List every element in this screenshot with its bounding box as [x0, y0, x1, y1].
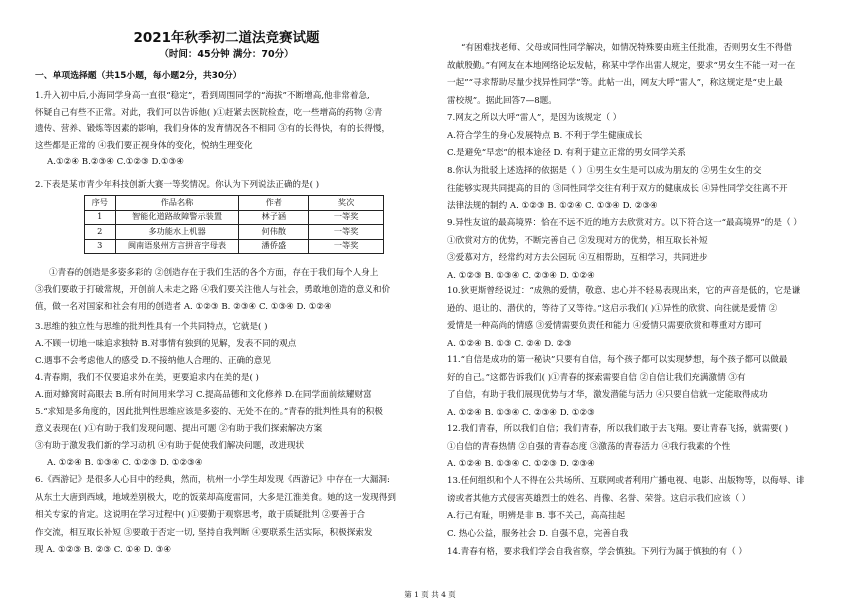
- table-row: [85, 210, 384, 225]
- question-line: 雷校规”。据此回答7—8题。: [447, 95, 557, 106]
- question-line: ①自信的青春热情 ②自强的青春态度 ③激荡的青春活力 ④我行我素的个性: [447, 441, 731, 452]
- question-line: 2.下表是某市青少年科技创新大赛一等奖情况。你认为下列说法正确的是( ): [35, 180, 320, 190]
- table-header: 作者: [239, 196, 309, 211]
- question-2-options: [35, 265, 418, 316]
- question-line: 4.青春期，我们不仅要追求外在美，更要追求内在美的是( ): [35, 373, 259, 383]
- question-line: A. ①②④ B. ①③ C. ②④ D. ②③: [447, 338, 572, 349]
- question-line: 14.青春有格，要求我们学会自我省察，学会慎独。下列行为属于慎独的有（ ）: [447, 547, 747, 557]
- table-cell: 一等奖: [309, 239, 384, 254]
- question-line: 这些都是正常的 ④我们要正视身体的变化，悦纳生理变化: [35, 140, 253, 151]
- question-line: C.遇事不会考虑他人的感受 D.不接纳他人合理的、正确的意见: [35, 356, 271, 366]
- question-line: 了自信，有助于我们展现优势与才华，激发潜能与活力 ④只要自信就一定能取得成功: [447, 390, 768, 400]
- table-header-row: [85, 196, 384, 211]
- question-line: A. ①②④ B. ①③④ C. ②③④ D. ①②③: [447, 407, 595, 418]
- answer-options: A. ①②④ B. ①③④ C. ①②③ D. ①②③④: [47, 458, 203, 468]
- question-line: A.面对蜂窝时高眼去 B.所有时间用来学习 C.提高品德和文化修养 D.在同学面前炫耀财富: [35, 390, 372, 400]
- section-heading: 一、单项选择题（共15小题，每小题2分，共30分）: [35, 71, 242, 81]
- question-line: 作交流，相互取长补短 ③要敢于否定一切, 坚持自我判断 ④要联系生活实际，积极探索发: [35, 527, 373, 538]
- question-line: ①欣赏对方的优势，不断完善自己 ②发现对方的优势，相互取长补短: [447, 235, 708, 246]
- question-5: [35, 404, 418, 472]
- question-7: [447, 110, 839, 163]
- question-line: 一起”“寻求帮助尽量少找异性同学”等。此帖一出，网友大呼“雷人”，称这规定是“史上最: [447, 78, 783, 88]
- question-line: 8.你认为批驳上述选择的依据是（ ）①男生女生是可以成为朋友的 ②男生女生的交: [447, 166, 762, 176]
- question-line: 意义表现在( )①有助于我们发现问题、提出可题 ②有助于我们探索解决方案: [35, 424, 323, 434]
- question-line: 从东土大唐到西域，地域差别极大，吃的饭菜却高度雷同，大多是江淮美食。她的这一发现得到: [35, 492, 396, 503]
- table-cell: 多功能水上机器: [115, 225, 239, 240]
- question-line: 遗传、营养、锻炼等因素的影响，我们身体的发育情况各不相同 ③有的长得快，有的长得慢，: [35, 124, 391, 134]
- question-line: A. ①②④ B. ①③④ C. ①②③ D. ②③④: [447, 459, 595, 469]
- table-header: 序号: [85, 196, 116, 211]
- question-line: 相关专家的肯定。这说明在学习过程中( )①要勤于观察思考，敢于质疑批判 ②要善于合: [35, 510, 366, 520]
- table-cell: 一等奖: [309, 225, 384, 240]
- question-line: 9.异性友谊的最高境界：恰在不远不近的地方去欣赏对方。以下符合这一“最高境界”的是（ ）: [447, 218, 802, 228]
- question-1: [35, 88, 418, 171]
- question-line: 爱情是一种高尚的情感 ③爱情需要负责任和能力 ④爱情只需要欣赏和尊重对方即可: [447, 321, 762, 331]
- question-8: [447, 163, 839, 216]
- table-cell: 2: [85, 225, 116, 240]
- question-4: [35, 370, 418, 404]
- question-line: 逊的、退让的、潜伏的，等待了又等待。”这启示我们( )①异性的欣赏、向往就是爱情 ②: [447, 303, 778, 314]
- question-line: A.符合学生的身心发展特点 B. 不利于学生健康成长: [447, 130, 643, 141]
- table-header: 奖次: [309, 196, 384, 211]
- table-cell: 3: [85, 239, 116, 254]
- question-line: 13.任何组织和个人不得在公共场所、互联网或者利用广播电视、电影、出版物等，以侮辱、诽: [447, 476, 805, 486]
- question-line: ③我们要敢于打破常规，开创前人未走之路 ④我们要关注他人与社会，勇敢地创造的意义和价: [35, 285, 391, 295]
- question-13: [447, 473, 839, 543]
- question-line: ③爱慕对方，经常约对方去公园玩 ④互相帮助，互相学习，共同进步: [447, 253, 708, 263]
- awards-table: [84, 195, 384, 254]
- question-7-8-intro: [447, 40, 839, 110]
- question-9: [447, 215, 839, 285]
- table-row: [85, 225, 384, 240]
- table-cell: 何伟散: [239, 225, 309, 240]
- table-cell: 1: [85, 210, 116, 225]
- question-line: A.不顾一切地一味追求独特 B.对事情有独到的见解，发表不同的观点: [35, 339, 297, 349]
- question-line: 11.“自信是成功的第一秘诀”只要有自信，每个孩子都可以实现梦想，每个孩子都可以做最: [447, 355, 788, 365]
- question-11: [447, 352, 839, 422]
- question-10: [447, 283, 839, 353]
- page-footer: 第 1 页 共 4 页: [404, 590, 456, 599]
- question-line: 1.升入初中后,小海同学身高一直很“稳定”，看到周围同学的“海拔”不断增高,他非常着急,: [35, 91, 370, 101]
- exam-subtitle: （时间：45分钟 满分：70分）: [159, 49, 294, 60]
- question-line: 法律法规的制约 A. ①②③ B. ①②④ C. ①③④ D. ②③④: [447, 201, 658, 211]
- table-cell: 林子涵: [239, 210, 309, 225]
- question-line: 往能够实现共同提高的目的 ③同性同学交往有利于双方的健康成长 ④异性同学交往离不开: [447, 183, 788, 194]
- question-line: 好的自己。”这都告诉我们( )①青春的探索需要自信 ②自信让我们充满激情 ③有: [447, 372, 746, 383]
- question-line: 现 A. ①②③ B. ②③ C. ①④ D. ③④: [35, 545, 172, 555]
- question-line: A.行己有耻，明辨是非 B. 事不关己，高高挂起: [447, 511, 626, 521]
- table-cell: 闽南语泉州方言拼音字母表: [115, 239, 239, 254]
- exam-title: 2021年秋季初二道法竞赛试题: [133, 30, 320, 46]
- question-line: 值，做一名对国家和社会有用的创造者 A. ①②③ B. ②③④ C. ①③④ D. ①②④: [35, 302, 332, 312]
- question-line: ③有助于激发我们新的学习动机 ④有助于促使我们解决问题，改进现状: [35, 441, 305, 451]
- question-line: “有困难找老师、父母或同性同学解决，如情况特殊要由班主任批准，否则男女生不得借: [461, 43, 792, 53]
- table-header: 作品名称: [115, 196, 239, 211]
- question-line: C.是避免“早恋”的根本途径 D. 有利于建立正常的男女同学关系: [447, 148, 686, 158]
- question-line: 怀疑自己有些不正常。对此，我们可以告诉他( )①赶紧去医院检查，吃一些增高的药物 ②青: [35, 107, 383, 118]
- question-line: 7.网友之所以大呼“雷人”，是因为该规定（ ）: [447, 113, 622, 123]
- table-cell: 潘侨盛: [239, 239, 309, 254]
- question-3: [35, 319, 418, 370]
- question-line: 5.“求知是多角度的，因此批判性思维应该是多姿的、无处不在的。”青春的批判性具有的积极: [35, 407, 383, 417]
- answer-options: A.①②④ B.②③④ C.①②③ D.①③④: [47, 157, 184, 167]
- question-line: ①青春的创造是多姿多彩的 ②创造存在于我们生活的各个方面，存在于我们每个人身上: [49, 268, 379, 278]
- question-line: C. 热心公益，服务社会 D. 自强不息，完善自我: [447, 528, 629, 539]
- question-2: [35, 180, 418, 190]
- question-line: 10.狄更斯曾经说过：“成熟的爱情，敬意、忠心并不轻易表现出来，它的声音是低的，它是谦: [447, 286, 801, 296]
- question-line: 谤或者其他方式侵害英雄烈士的姓名、肖像、名誉、荣誉。这启示我们应该（ ）: [447, 493, 751, 504]
- table-cell: 智能化道路故障警示装置: [115, 210, 239, 225]
- question-line: 12.我们青春，所以我们自信；我们青春，所以我们敢于去飞翔。要让青春飞扬，就需要( ): [447, 424, 789, 434]
- question-line: 故献殷勤。”有网友在本地网络论坛发帖，称某中学作出雷人规定，要求“男女生不能一对一在: [447, 60, 796, 71]
- question-line: 6.《西游记》是很多人心目中的经典，然而，杭州一小学生却发现《西游记》中存在一大漏洞:: [35, 475, 390, 485]
- question-12: [447, 421, 839, 474]
- question-line: A. ①②③ B. ①③④ C. ②③④ D. ①②④: [447, 270, 595, 281]
- table-row: [85, 239, 384, 254]
- question-14: [447, 544, 839, 562]
- question-line: 3.思维的独立性与思维的批判性具有一个共同特点，它就是( ): [35, 322, 268, 332]
- question-6: [35, 472, 418, 560]
- table-cell: 一等奖: [309, 210, 384, 225]
